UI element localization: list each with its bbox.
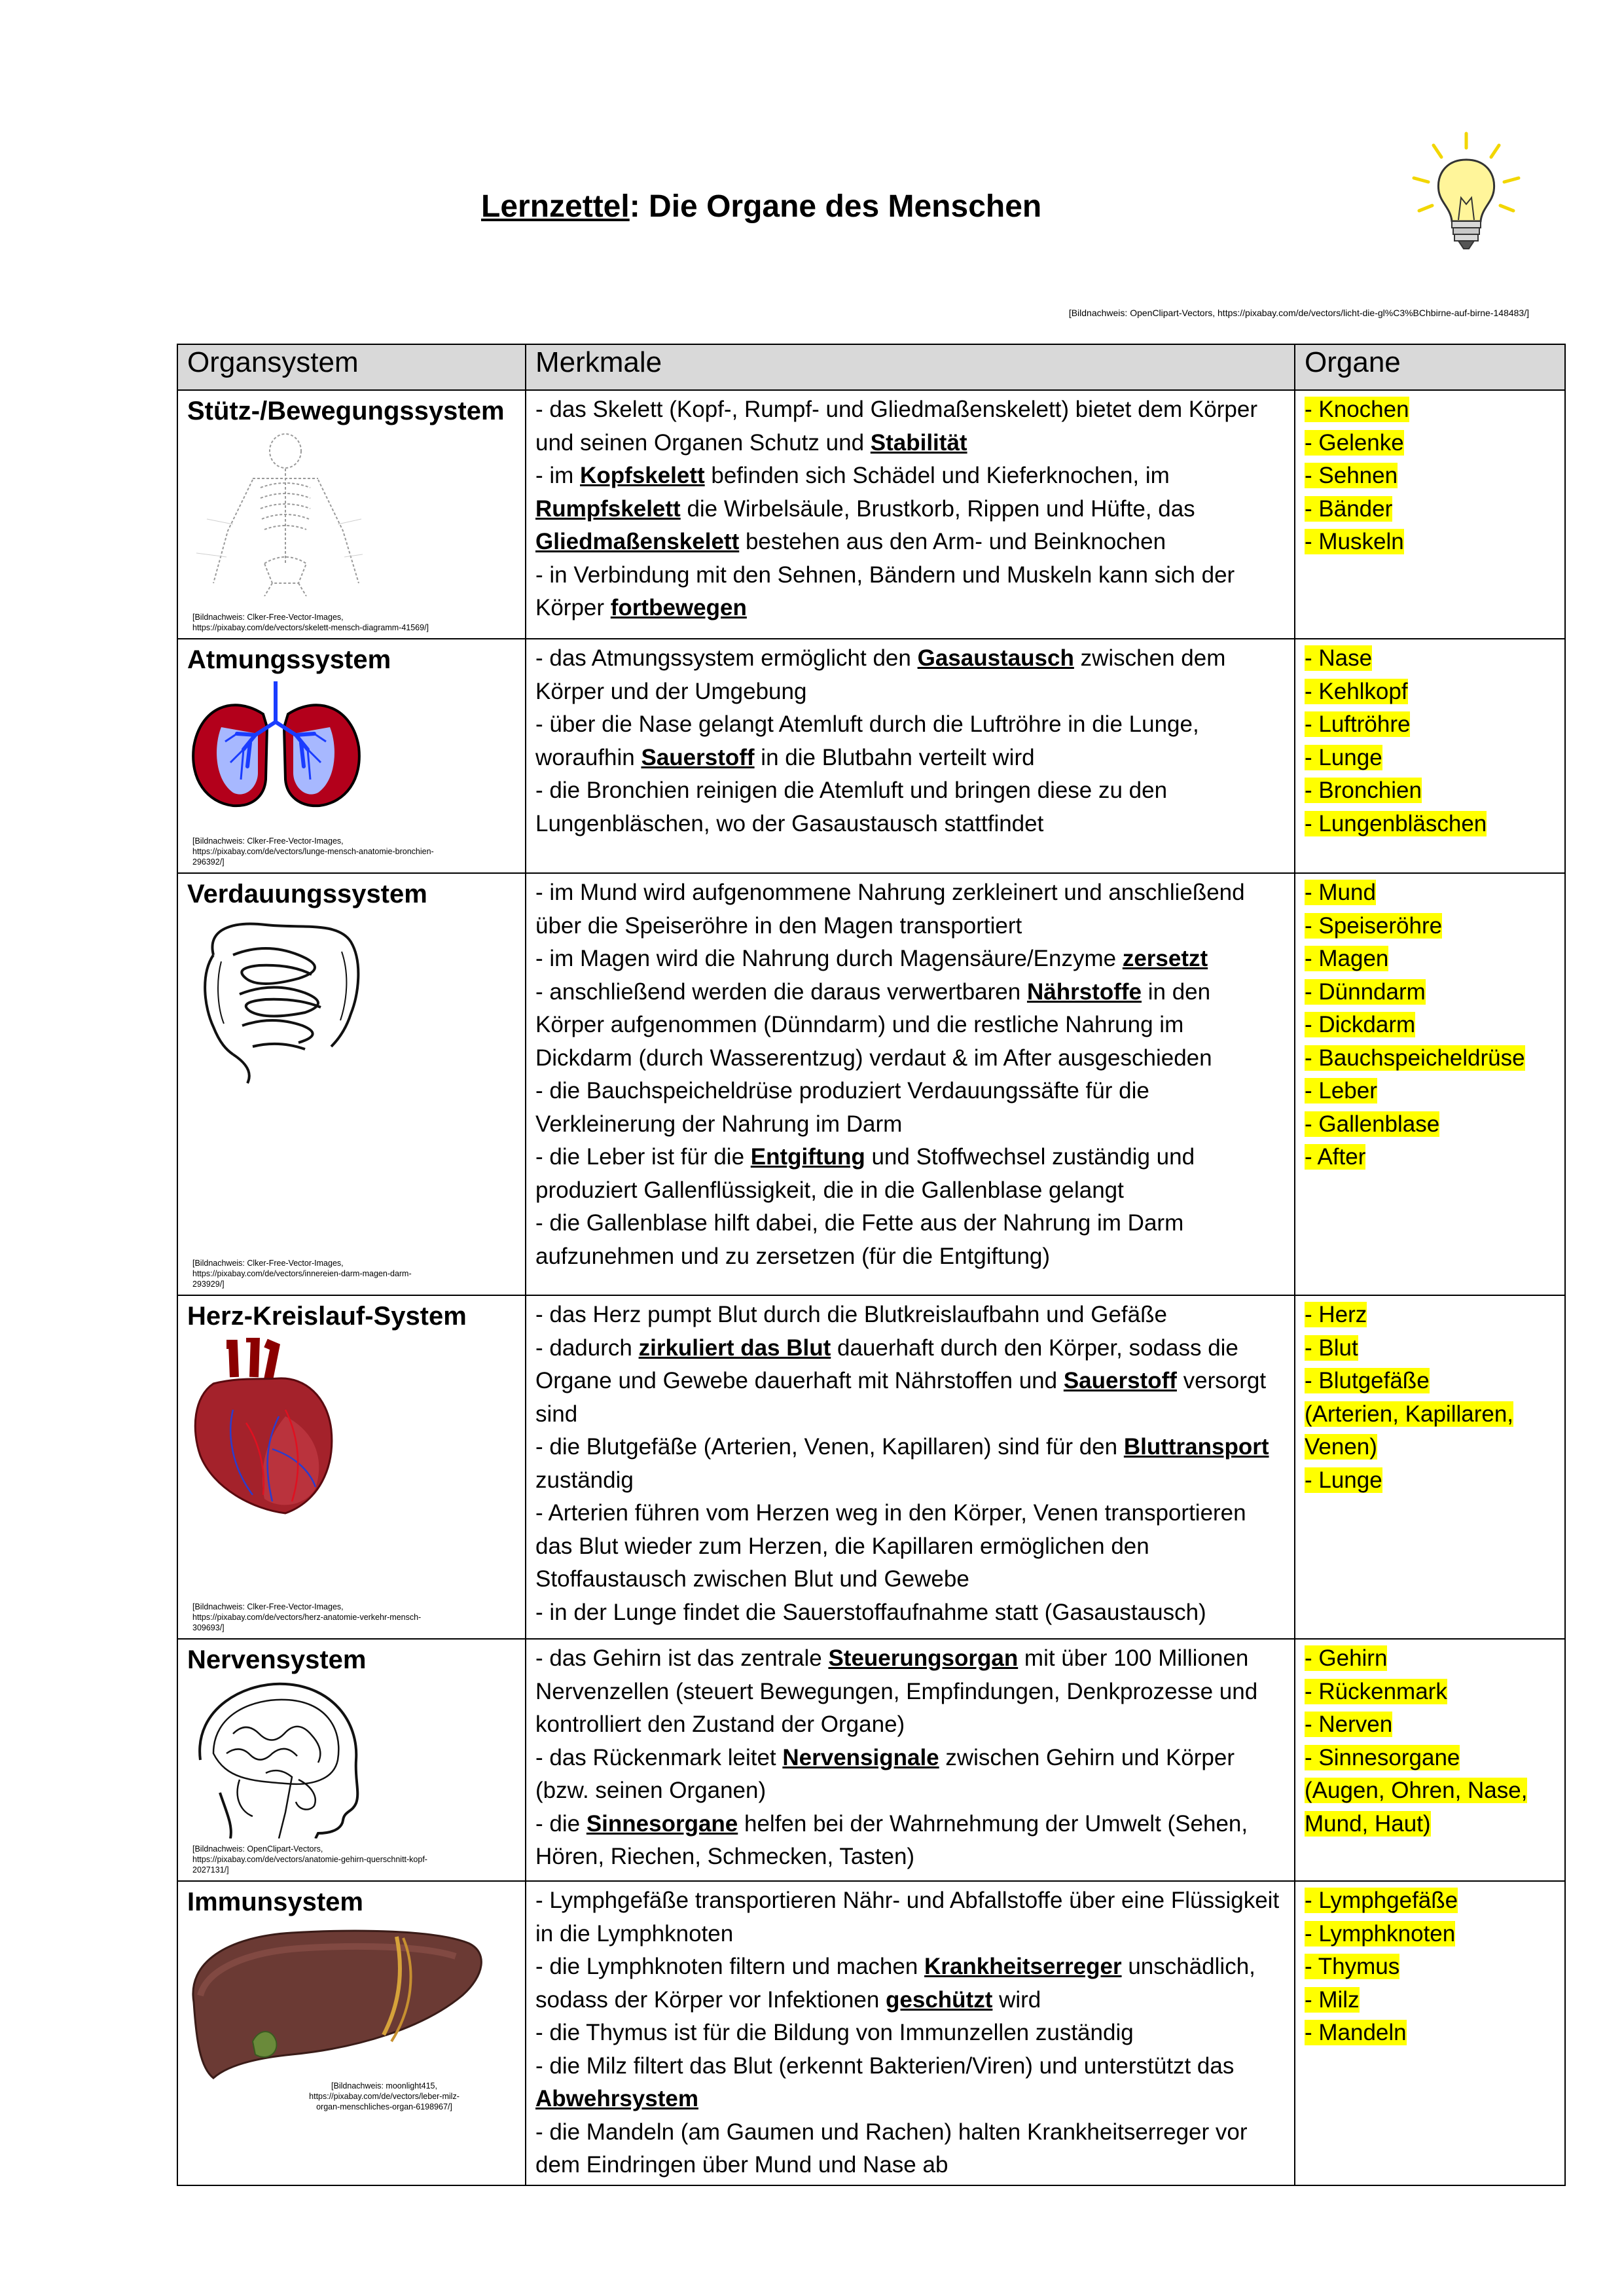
feature-text: - über die Nase gelangt Atemluft durch die Luftröhre in die Lunge, woraufhin [535,711,1199,770]
image-credit: [Bildnachweis: Clker-Free-Vector-Images, https://pixabay.com/de/vectors/lunge-mensch-anatomie-bronchien- 296392/] [192,836,434,867]
feature-item [535,1950,1285,2017]
organ-item [1305,942,1555,976]
organ-label: - Milz [1305,1986,1360,2013]
image-credit: [Bildnachweis: Clker-Free-Vector-Images, https://pixabay.com/de/vectors/herz-anatomie-verkehr-mensch- 309693/] [192,1602,422,1632]
organ-item [1305,1642,1555,1676]
feature-item [535,393,1285,459]
organ-item [1305,1708,1555,1742]
features-cell [526,1295,1295,1639]
feature-text: zuständig [535,1467,634,1493]
organ-item [1305,1108,1555,1141]
feature-text: - im Mund wird aufgenommene Nahrung zerkleinert und anschließend über die Speiseröhre in den Magen transportiert [535,880,1245,939]
keyword: zersetzt [1122,946,1208,971]
system-cell [177,873,526,1295]
organ-label: - Blutgefäße [1305,1368,1430,1393]
organ-label: - Nerven [1305,1712,1393,1737]
page-title [481,188,1041,224]
feature-item [535,1299,1285,1332]
feature-item [535,2116,1285,2182]
feature-item [535,942,1285,976]
system-name: Stütz-/Bewegungssystem [187,397,505,425]
feature-text: - dadurch [535,1335,639,1361]
keyword: Rumpfskelett [535,495,681,522]
features-cell [526,1639,1295,1881]
organ-label: - Thymus [1305,1954,1400,1979]
feature-text: wird [992,1986,1041,2013]
organ-item [1305,1431,1555,1464]
organ-item [1305,1950,1555,1984]
feature-text: - anschließend werden die daraus verwertbaren [535,978,1027,1005]
organ-label: - Lunge [1305,744,1382,770]
feature-text: in die Blutbahn verteilt wird [754,744,1035,770]
feature-text: - Lymphgefäße transportieren Nähr- und Abfallstoffe über eine Flüssigkeit in die Lymphknoten [535,1888,1280,1946]
organ-label: Mund, Haut) [1305,1810,1431,1837]
system-cell [177,639,526,873]
organ-item [1305,1918,1555,1951]
feature-text: zwischen Gehirn und Körper (bzw. seinen Organen) [535,1744,1235,1803]
feature-text: befinden sich Schädel und Kieferknochen, im [704,463,1170,488]
feature-item [535,774,1285,840]
header-organe: Organe [1295,344,1565,390]
system-cell [177,390,526,639]
feature-item [535,1497,1285,1596]
feature-text: - das Rückenmark leitet [535,1744,783,1770]
organ-item [1305,876,1555,910]
liver-icon [187,1924,488,2081]
system-name: Immunsystem [187,1888,363,1916]
organ-item [1305,642,1555,675]
organ-item [1305,1141,1555,1174]
feature-text: - in Verbindung mit den Sehnen, Bändern und Muskeln kann sich der Körper [535,562,1235,620]
feature-text: in den Körper aufgenommen (Dünndarm) und die restliche Nahrung im Dickdarm (durch Wasserentzug) verdaut & im After ausgeschieden [535,978,1212,1071]
organ-label: - Dünndarm [1305,978,1426,1005]
organ-label: - Lungenbläschen [1305,810,1487,836]
feature-item [535,876,1285,942]
feature-text: versorgt sind [535,1368,1267,1427]
keyword: Gasaustausch [917,645,1074,671]
system-cell [177,1639,526,1881]
lungs-icon [187,681,364,812]
feature-text: die Wirbelsäule, Brustkorb, Rippen und Hüfte, das [680,495,1195,522]
feature-item [535,2050,1285,2116]
organ-label: - Dickdarm [1305,1012,1416,1037]
feature-item [535,1141,1285,1207]
feature-text: - im [535,463,581,488]
keyword: Bluttransport [1123,1434,1269,1460]
organ-label: - Lymphgefäße [1305,1888,1458,1913]
feature-text: - die Blutgefäße (Arterien, Venen, Kapillaren) sind für den [535,1434,1124,1460]
organ-label: - Lunge [1305,1467,1382,1493]
organ-item [1305,675,1555,709]
feature-text: - Arterien führen vom Herzen weg in den Körper, Venen transportieren das Blut wieder zum Herzen, die Kapillaren ermöglichen den Stoffaustausch zwischen Blut und Gewebe [535,1500,1246,1592]
organ-label: - Sinnesorgane [1305,1744,1460,1770]
feature-text: - die Milz filtert das Blut (erkennt Bakterien/Viren) und unterstützt das [535,2053,1235,2079]
intestines-icon [187,916,370,1086]
organ-label: (Arterien, Kapillaren, [1305,1401,1514,1427]
feature-text: - die Bronchien reinigen die Atemluft und bringen diese zu den Lungenbläschen, wo der Gasaustausch stattfindet [535,778,1168,836]
keyword: Stabilität [870,429,967,456]
keyword: Entgiftung [750,1144,865,1170]
organ-label: Venen) [1305,1434,1377,1460]
feature-item [535,1332,1285,1431]
organ-item [1305,1464,1555,1498]
keyword: Nervensignale [782,1744,939,1770]
keyword: Sauerstoff [641,744,755,770]
feature-text: - die [535,1810,586,1837]
keyword: Abwehrsystem [535,2086,698,2111]
organ-label: - Speiseröhre [1305,912,1443,939]
organ-label: - Mund [1305,880,1376,905]
feature-text: mit über 100 Millionen Nervenzellen (steuert Bewegungen, Empfindungen, Denkprozesse und kontrolliert den Zustand der Organe) [535,1645,1258,1737]
organ-item [1305,493,1555,526]
feature-text: unschädlich, sodass der Körper vor Infektionen [535,1954,1255,2013]
feature-text: - im Magen wird die Nahrung durch Magensäure/Enzyme [535,946,1123,971]
system-cell [177,1881,526,2185]
feature-text: - die Lymphknoten filtern und machen [535,1954,925,1979]
organs-cell [1295,639,1565,873]
image-credit: [Bildnachweis: Clker-Free-Vector-Images, https://pixabay.com/de/vectors/skelett-mensch-diagramm-41569/] [192,613,429,632]
organ-item [1305,910,1555,943]
header-organsystem: Organsystem [177,344,526,390]
system-name: Atmungssystem [187,645,391,674]
organ-item [1305,526,1555,559]
organ-item [1305,1075,1555,1108]
organ-label: - Muskeln [1305,529,1404,554]
table-row [177,1295,1565,1639]
organ-label: - Bronchien [1305,778,1422,803]
feature-item [535,708,1285,774]
organ-label: - Magen [1305,946,1389,971]
organ-item [1305,1042,1555,1075]
keyword: Sinnesorgane [586,1810,738,1837]
keyword: Krankheitserreger [924,1954,1122,1979]
organ-label: - Rückenmark [1305,1678,1447,1704]
organ-item [1305,459,1555,493]
feature-text: dauerhaft durch den Körper, sodass die Organe und Gewebe dauerhaft mit Nährstoffen und [535,1335,1238,1393]
image-credit: [Bildnachweis: moonlight415, https://pixabay.com/de/vectors/leber-milz- organ-menschliches-organ-6198967/] [309,2081,460,2111]
organ-item [1305,1299,1555,1332]
organ-item [1305,1808,1555,1841]
system-name: Verdauungssystem [187,880,427,908]
feature-text: - in der Lunge findet die Sauerstoffaufnahme statt (Gasaustausch) [535,1599,1206,1625]
keyword: Gliedmaßenskelett [535,529,740,554]
features-cell [526,873,1295,1295]
table-row [177,1639,1565,1881]
organ-label: - Knochen [1305,397,1409,422]
organ-item [1305,976,1555,1009]
feature-item [535,1596,1285,1630]
organ-item [1305,393,1555,427]
organ-label: - Blut [1305,1335,1358,1361]
organ-item [1305,2017,1555,2050]
system-name: Herz-Kreislauf-System [187,1302,467,1331]
features-cell [526,1881,1295,2185]
feature-item [535,1742,1285,1808]
organs-cell [1295,1295,1565,1639]
feature-text: - das Skelett (Kopf-, Rumpf- und Gliedmaßenskelett) bietet dem Körper und seinen Organen Schutz und [535,397,1257,456]
organ-label: - Sehnen [1305,463,1398,488]
organ-item [1305,427,1555,460]
organ-item [1305,808,1555,841]
organ-label: - Mandeln [1305,2020,1407,2045]
feature-item [535,1207,1285,1273]
keyword: geschützt [886,1986,993,2013]
organ-item [1305,1332,1555,1365]
table-header-row [177,344,1565,390]
organ-label: - Leber [1305,1078,1377,1103]
keyword: Sauerstoff [1063,1368,1177,1393]
feature-item [535,1884,1285,1950]
features-cell [526,390,1295,639]
organ-item [1305,1365,1555,1398]
organ-label: - After [1305,1144,1366,1170]
table-row [177,873,1565,1295]
header-merkmale: Merkmale [526,344,1295,390]
feature-text: und Stoffwechsel zuständig und produziert Gallenflüssigkeit, die in die Gallenblase gelangt [535,1144,1195,1203]
organ-item [1305,1984,1555,2017]
organ-item [1305,1676,1555,1709]
table-row [177,1881,1565,2185]
organ-label: - Nase [1305,645,1373,671]
feature-item [535,1808,1285,1874]
features-cell [526,639,1295,873]
feature-text: - das Gehirn ist das zentrale [535,1645,829,1671]
keyword: Nährstoffe [1026,978,1142,1005]
brain-head-icon [187,1681,364,1839]
feature-text: - die Mandeln (am Gaumen und Rachen) halten Krankheitserreger vor dem Eindringen über Mund und Nase ab [535,2119,1248,2178]
organ-label: - Herz [1305,1302,1367,1327]
organs-cell [1295,873,1565,1295]
organ-label: - Kehlkopf [1305,678,1408,704]
title-prefix: Lernzettel [481,189,630,224]
organ-item [1305,1398,1555,1431]
feature-item [535,976,1285,1075]
heart-icon [187,1338,338,1515]
keyword: zirkuliert das Blut [638,1335,831,1361]
image-credit: [Bildnachweis: Clker-Free-Vector-Images, https://pixabay.com/de/vectors/innereien-darm-magen-darm- 293929/] [192,1259,412,1289]
skeleton-icon [187,433,364,596]
keyword: fortbewegen [610,595,747,620]
organ-label: - Bänder [1305,495,1393,522]
feature-text: - das Herz pumpt Blut durch die Blutkreislaufbahn und Gefäße [535,1302,1167,1327]
title-rest: : Die Organe des Menschen [629,189,1042,224]
feature-item [535,1431,1285,1497]
feature-item [535,459,1285,559]
bulb-image-credit: [Bildnachweis: OpenClipart-Vectors, https://pixabay.com/de/vectors/licht-die-gl%C3%BChbirne-auf-birne-148483/] [1068,308,1529,318]
keyword: Kopfskelett [580,463,705,488]
organ-label: (Augen, Ohren, Nase, [1305,1778,1528,1803]
feature-text: - das Atmungssystem ermöglicht den [535,645,918,671]
feature-text: helfen bei der Wahrnehmung der Umwelt (Sehen, Hören, Riechen, Schmecken, Tasten) [535,1810,1248,1869]
organ-item [1305,1009,1555,1042]
organ-item [1305,708,1555,742]
keyword: Steuerungsorgan [828,1645,1019,1671]
table-row [177,639,1565,873]
feature-text: zwischen dem Körper und der Umgebung [535,645,1226,704]
system-cell [177,1295,526,1639]
organ-item [1305,1774,1555,1808]
system-name: Nervensystem [187,1645,367,1674]
feature-text: bestehen aus den Arm- und Beinknochen [739,529,1166,554]
feature-item [535,2017,1285,2050]
organ-label: - Bauchspeicheldrüse [1305,1045,1525,1071]
organ-label: - Gelenke [1305,429,1404,456]
lightbulb-icon [1407,131,1525,255]
organ-label: - Gehirn [1305,1645,1388,1671]
organ-label: - Luftröhre [1305,711,1411,737]
organ-label: - Lymphknoten [1305,1920,1456,1946]
feature-item [535,1642,1285,1742]
table-row [177,390,1565,639]
feature-text: - die Bauchspeicheldrüse produziert Verdauungssäfte für die Verkleinerung der Nahrung im Darm [535,1078,1149,1137]
feature-item [535,642,1285,708]
feature-text: - die Thymus ist für die Bildung von Immunzellen zuständig [535,2020,1134,2045]
organ-item [1305,742,1555,775]
feature-item [535,559,1285,625]
organ-item [1305,1742,1555,1775]
organ-table [177,344,1566,2186]
feature-item [535,1075,1285,1141]
organs-cell [1295,1639,1565,1881]
organs-cell [1295,390,1565,639]
organs-cell [1295,1881,1565,2185]
feature-text: - die Gallenblase hilft dabei, die Fette aus der Nahrung im Darm aufzunehmen und zu zersetzen (für die Entgiftung) [535,1210,1184,1269]
organ-item [1305,1884,1555,1918]
organ-label: - Gallenblase [1305,1111,1440,1137]
feature-text: - die Leber ist für die [535,1144,751,1170]
image-credit: [Bildnachweis: OpenClipart-Vectors, https://pixabay.com/de/vectors/anatomie-gehirn-querschnitt-kopf- 2027131/] [192,1844,427,1874]
organ-item [1305,774,1555,808]
